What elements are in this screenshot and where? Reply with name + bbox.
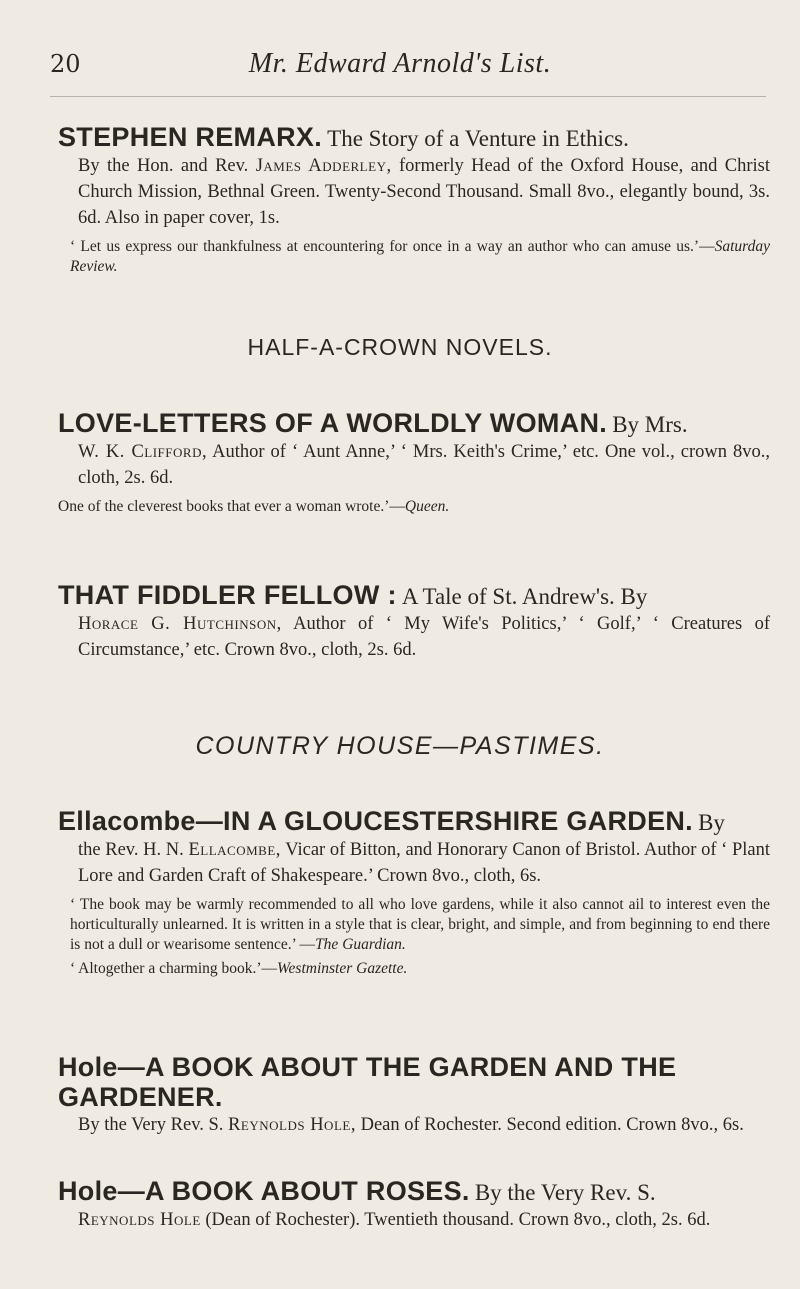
entry-body [58, 439, 770, 491]
quote-source: Queen. [404, 498, 450, 515]
entry-body [58, 837, 770, 889]
quote-text: ‘ Altogether a charming book.’— [70, 960, 278, 977]
review-quote [58, 237, 770, 277]
entry-body [58, 1207, 770, 1233]
body-text: (Dean of Rochester). Twentieth thousand. Crown 8vo., cloth, 2s. 6d. [205, 1210, 711, 1230]
body-text: Dean of Rochester. Second edition. Crown 8vo., 6s. [360, 1115, 744, 1135]
entry-subtitle: By Mrs. [612, 412, 688, 437]
entry-gloucestershire-garden [58, 806, 770, 979]
header-rule [50, 96, 766, 97]
author-name: Reynolds Hole [78, 1210, 201, 1230]
quote-text: ‘ Let us express our thankfulness at encountering for once in a way an author who can amuse us.’— [70, 238, 715, 255]
entry-subtitle: By the Very Rev. S. [474, 1180, 656, 1205]
body-text: By the Hon. and Rev. [78, 156, 249, 176]
page-number: 20 [50, 50, 81, 78]
body-text: Author of ‘ Aunt Anne,’ ‘ Mrs. Keith's Crime,’ etc. One vol., crown 8vo., cloth, 2s. 6d. [78, 442, 771, 488]
quote-source: Saturday Review. [70, 238, 770, 275]
author-name: W. K. Clifford, [78, 442, 208, 462]
author-name: Reynolds Hole, [228, 1115, 356, 1135]
entry-title: THAT FIDDLER FELLOW : [58, 580, 397, 610]
quote-text: ‘ The book may be warmly recommended to all who love gardens, while it also cannot ail to interest even the horticulturally unlearned. It is written in a style that is clear, bright, and simple, and from beginning to end there is not a dull or wearisome sentence.’ — [70, 896, 770, 953]
author-name: James Adderley, [255, 156, 392, 176]
section-heading-country-house: COUNTRY HOUSE—PASTIMES. [195, 732, 605, 760]
entry-title: Ellacombe—IN A GLOUCESTERSHIRE GARDEN. [58, 806, 693, 836]
entry-title: Hole—A BOOK ABOUT ROSES. [58, 1176, 470, 1206]
entry-hole-roses [58, 1176, 770, 1233]
entry-title: STEPHEN REMARX. [58, 122, 323, 152]
entry-that-fiddler-fellow [58, 580, 770, 663]
body-text: Vicar of Bitton, and Honorary Canon of Bristol. Author of ‘ Plant Lore and Garden Craft of Shakespeare.’ Crown 8vo., cloth, 6s. [78, 840, 771, 886]
entry-hole-garden [58, 1052, 770, 1138]
quote-source: The Guardian. [315, 936, 406, 953]
entry-title: Hole—A BOOK ABOUT THE GARDEN AND THE GARDENER. [58, 1052, 677, 1112]
review-quote [58, 959, 770, 979]
author-name: Ellacombe, [188, 840, 281, 860]
entry-subtitle: The Story of a Venture in Ethics. [327, 126, 629, 151]
entry-love-letters [58, 408, 770, 517]
entry-subtitle: By [698, 810, 725, 835]
body-text: By the Very Rev. S. [78, 1115, 224, 1135]
entry-title: LOVE-LETTERS OF A WORLDLY WOMAN. [58, 408, 608, 438]
entry-subtitle: A Tale of St. Andrew's. By [401, 584, 648, 609]
quote-text: One of the cleverest books that ever a woman wrote.’— [58, 498, 405, 515]
quote-source: Westminster Gazette. [277, 960, 408, 977]
running-head: Mr. Edward Arnold's List. [248, 48, 552, 79]
review-quote [58, 895, 770, 955]
entry-body [58, 611, 770, 663]
section-heading-half-crown: HALF-A-CROWN NOVELS. [247, 334, 553, 360]
entry-stephen-remarx [58, 122, 770, 277]
body-text: Author of ‘ My Wife's Politics,’ ‘ Golf,’ ‘ Creatures of Circumstance,’ etc. Crown 8vo., cloth, 2s. 6d. [78, 614, 770, 660]
body-text: formerly Head of the Oxford House, and Christ Church Mission, Bethnal Green. Twenty-Second Thousand. Small 8vo., elegantly bound, 3s. 6d. Also in paper cover, 1s. [78, 156, 770, 228]
review-quote [58, 497, 770, 517]
author-name: Horace G. Hutchinson, [78, 614, 282, 634]
entry-body [58, 153, 770, 231]
entry-body [58, 1112, 770, 1138]
body-text: the Rev. H. N. [78, 840, 184, 860]
